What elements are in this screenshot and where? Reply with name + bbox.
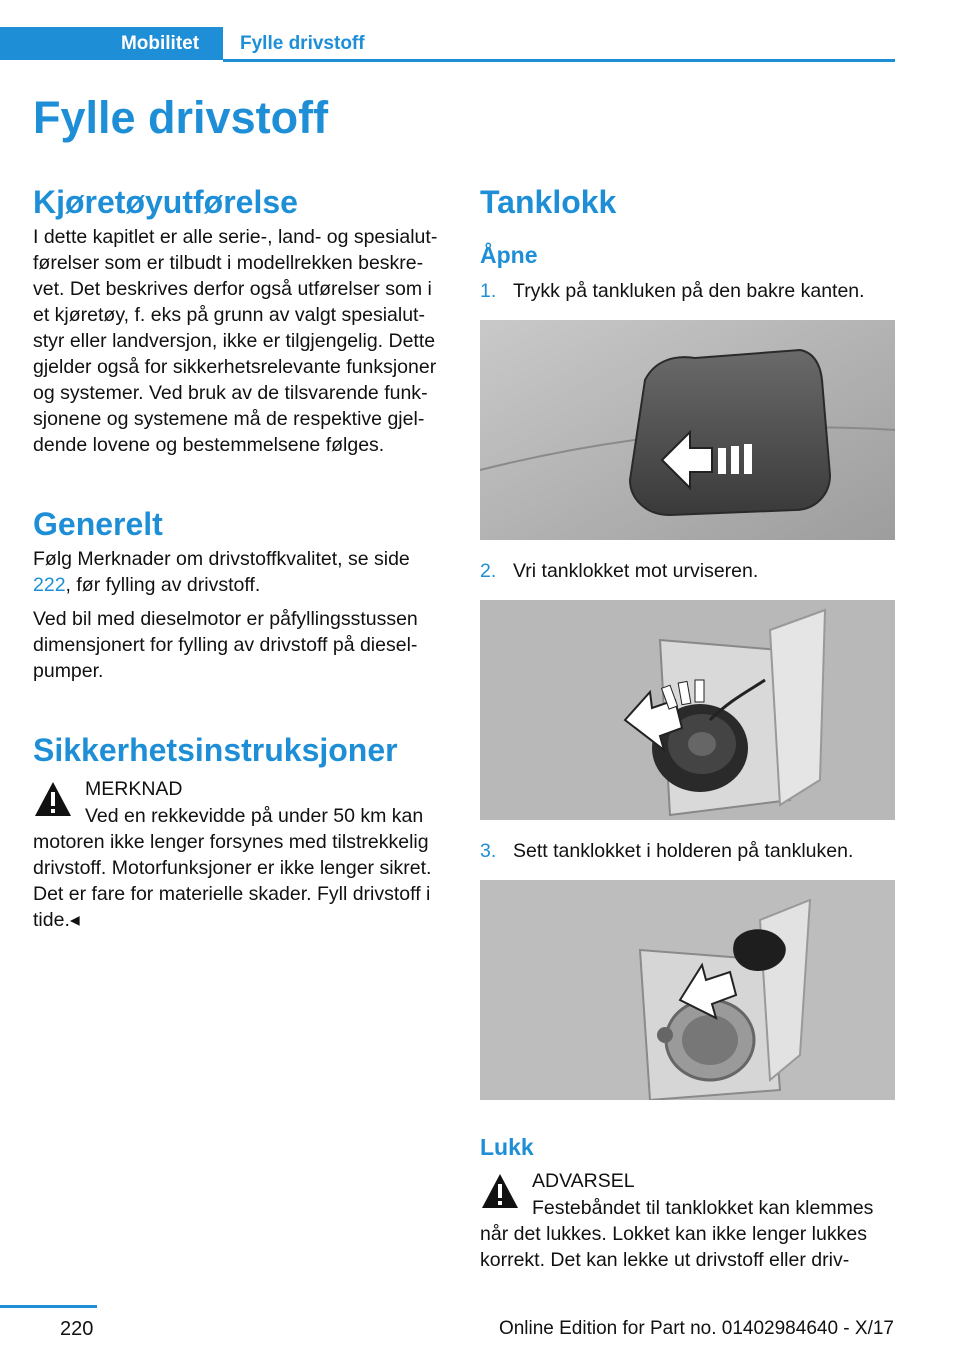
general-text-before: Følg Merknader om drivstoffkvalitet, se side [33, 548, 410, 570]
diesel-text: Ved bil med dieselmotor er påfyllingsstussen dimensjonert for fylling av drivstoff på dieselpumper. [33, 608, 418, 682]
step-number: 2. [480, 560, 497, 582]
warning-block [480, 1168, 895, 1222]
warning-triangle-icon [480, 1172, 520, 1210]
page-link-222[interactable]: 222 [33, 574, 66, 596]
step-text: Trykk på tankluken på den bakre kanten. [513, 280, 865, 302]
cap-holder-photo [480, 880, 895, 1100]
page-number: 220 [60, 1318, 94, 1340]
header-rule [223, 59, 895, 62]
tank-cap-turn-photo [480, 600, 895, 820]
vehicle-heading: Kjøretøyutførelse [33, 184, 298, 220]
general-text-after: , før fylling av drivstoff. [65, 574, 261, 596]
vehicle-text: I dette kapitlet er alle serie-, land- og spesialutførelser som er tilbudt i modellrekken beskrevet. Det beskrives derfor også utførelser som i et kjøretøy, f. eks på grunn av valgt spesialutstyr eller landversjon, ikke er tilgjengelig. Dette gjelder også for sikkerhetsrelevante funksjoner og systemer. Ved bruk av de tilsvarende funksjonene og systemene må de respektive gjeldende lovene og bestemmelsene følges. [33, 226, 438, 456]
page-title: Fylle drivstoff [33, 92, 329, 143]
step-number: 3. [480, 840, 497, 862]
right-column [480, 180, 895, 1273]
step-1 [480, 278, 895, 304]
header-accent-bar [0, 27, 97, 60]
tanklokk-heading: Tanklokk [480, 184, 617, 220]
close-heading: Lukk [480, 1134, 534, 1160]
edition-note: Online Edition for Part no. 01402984640 - X/17 [498, 1318, 894, 1339]
general-text [33, 546, 448, 598]
left-column [33, 180, 448, 933]
warning-text: Festebåndet til tanklokket kan klemmes når det lukkes. Lokket kan ikke lenger lukkes korrekt. Det kan lekke ut drivstoff eller driv- [480, 1197, 874, 1271]
step-text: Sett tanklokket i holderen på tankluken. [513, 840, 854, 862]
notice-block [33, 776, 448, 830]
footer-rule [0, 1305, 97, 1308]
general-heading: Generelt [33, 506, 163, 542]
page-header [0, 27, 960, 63]
warning-triangle-icon [33, 780, 73, 818]
notice-text: Ved en rekkevidde på under 50 km kan motoren ikke lenger forsynes med tilstrekkelig drivstoff. Motorfunksjoner er ikke lenger sikret. Det er fare for materielle skader. Fyll drivstoff i tide.◂ [33, 805, 432, 931]
step-text: Vri tanklokket mot urviseren. [513, 560, 759, 582]
header-section-tab[interactable]: Mobilitet [97, 27, 223, 60]
notice-label: MERKNAD [85, 778, 183, 800]
step-number: 1. [480, 280, 497, 302]
header-chapter-tab[interactable]: Fylle drivstoff [240, 33, 365, 54]
open-heading: Åpne [480, 242, 538, 268]
warning-label: ADVARSEL [532, 1170, 635, 1192]
step-3 [480, 838, 895, 864]
fuel-flap-photo [480, 320, 895, 540]
step-2 [480, 558, 895, 584]
safety-heading: Sikkerhetsinstruksjoner [33, 732, 398, 768]
